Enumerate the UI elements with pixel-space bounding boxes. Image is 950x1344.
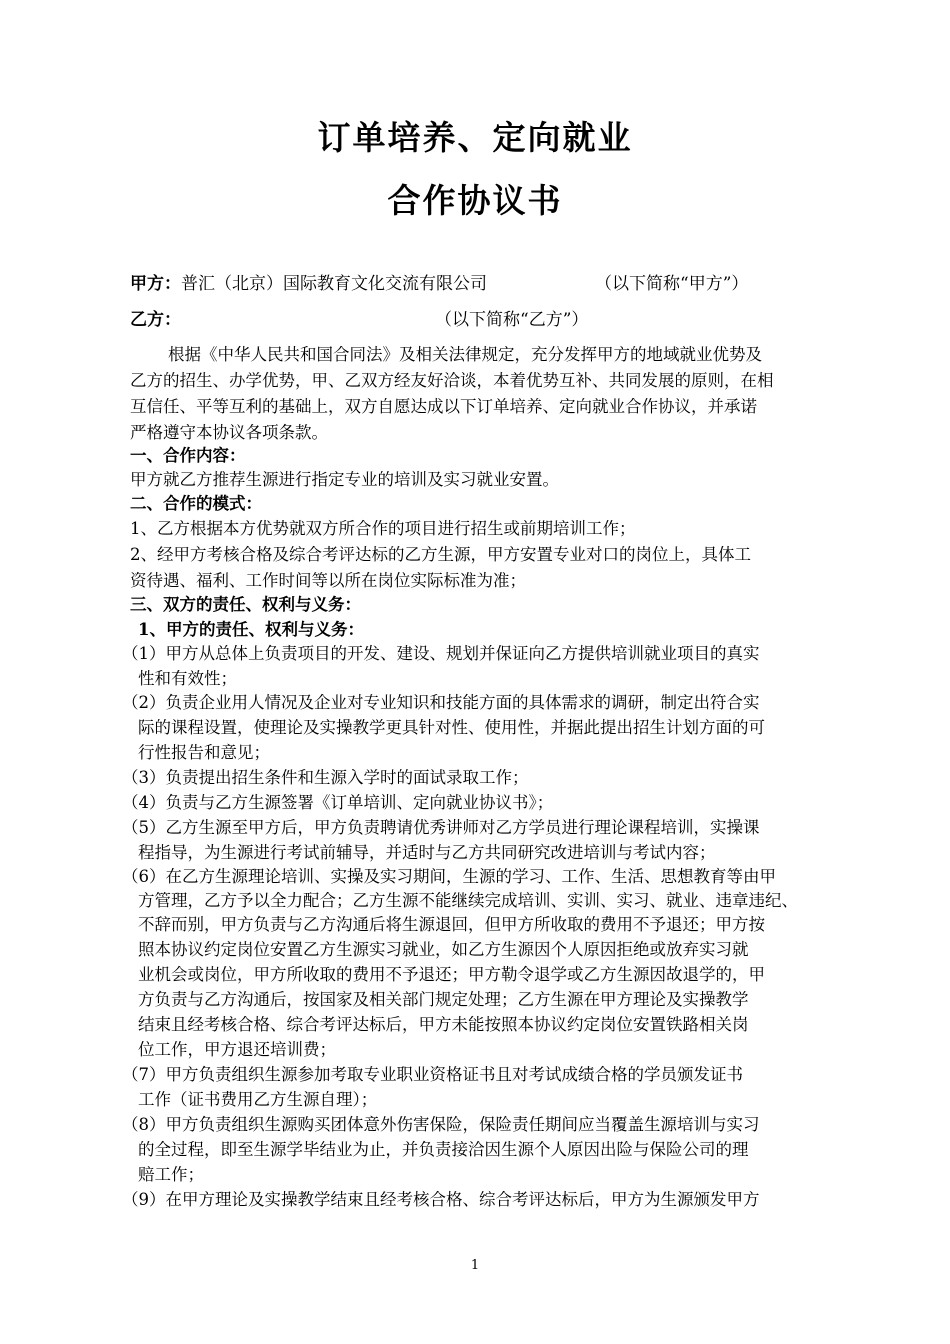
list-item-line: 赔工作；: [138, 1165, 204, 1184]
sub-heading: 1、甲方的责任、权利与义务：: [138, 620, 364, 639]
party-a-label: 甲方：: [130, 274, 181, 294]
section-item: 2、经甲方考核合格及综合考评达标的乙方生源，甲方安置专业对口的岗位上，具体工: [130, 545, 751, 564]
list-item-line: 方管理，乙方予以全力配合；乙方生源不能继续完成培训、实训、实习、就业、违章违纪、: [138, 891, 798, 910]
list-item-line: 业机会或岗位，甲方所收取的费用不予退还；甲方勒令退学或乙方生源因故退学的，甲: [138, 965, 765, 984]
page-number: 1: [470, 1258, 480, 1273]
list-item-line: 行性报告和意见；: [138, 743, 270, 762]
preamble-line: 乙方的招生、办学优势，甲、乙双方经友好洽谈，本着优势互补、共同发展的原则，在相: [130, 371, 774, 390]
section-heading: 一、合作内容：: [130, 446, 246, 465]
list-item-line: 方负责与乙方沟通后，按国家及相关部门规定处理；乙方生源在甲方理论及实操教学: [138, 990, 749, 1009]
list-item-line: （3）负责提出招生条件和生源入学时的面试录取工作；: [122, 768, 529, 787]
list-item-line: 结束且经考核合格、综合考评达标后，甲方未能按照本协议约定岗位安置铁路相关岗: [138, 1015, 749, 1034]
list-item-line: 程指导，为生源进行考试前辅导，并适时与乙方共同研究改进培训与考试内容；: [138, 843, 716, 862]
preamble-line: 互信任、平等互利的基础上，双方自愿达成以下订单培养、定向就业合作协议，并承诺: [130, 397, 757, 416]
list-item-line: （1）甲方从总体上负责项目的开发、建设、规划并保证向乙方提供培训就业项目的真实: [122, 644, 760, 663]
list-item-line: 照本协议约定岗位安置乙方生源实习就业，如乙方生源因个人原因拒绝或放弃实习就: [138, 940, 749, 959]
party-b-note: （以下简称“乙方”）: [435, 310, 589, 330]
preamble-line: 严格遵守本协议各项条款。: [130, 423, 328, 442]
document-title: 订单培养、定向就业: [317, 118, 633, 157]
party-b-line: [130, 307, 181, 333]
party-a-note: （以下简称“甲方”）: [595, 274, 749, 294]
party-b-label: 乙方：: [130, 310, 181, 330]
section-item: 1、乙方根据本方优势就双方所合作的项目进行招生或前期培训工作；: [130, 519, 636, 538]
section-item: 资待遇、福利、工作时间等以所在岗位实际标准为准；: [130, 571, 526, 590]
list-item-line: （5）乙方生源至甲方后，甲方负责聘请优秀讲师对乙方学员进行理论课程培训，实操课: [122, 818, 760, 837]
list-item-line: 不辞而别，甲方负责与乙方沟通后将生源退回，但甲方所收取的费用不予退还；甲方按: [138, 915, 765, 934]
list-item-line: （9）在甲方理论及实操教学结束且经考核合格、综合考评达标后，甲方为生源颁发甲方: [122, 1190, 760, 1209]
section-heading: 三、双方的责任、权利与义务：: [130, 595, 361, 614]
list-item-line: 位工作，甲方退还培训费；: [138, 1040, 336, 1059]
list-item-line: 工作（证书费用乙方生源自理）；: [138, 1090, 378, 1109]
list-item-line: （7）甲方负责组织生源参加考取专业职业资格证书且对考试成绩合格的学员颁发证书: [122, 1065, 743, 1084]
list-item-line: （4）负责与乙方生源签署《订单培训、定向就业协议书》；: [122, 793, 554, 812]
list-item-line: （6）在乙方生源理论培训、实操及实习期间，生源的学习、工作、生活、思想教育等由甲: [122, 867, 776, 886]
list-item-line: （2）负责企业用人情况及企业对专业知识和技能方面的具体需求的调研，制定出符合实: [122, 693, 760, 712]
section-heading: 二、合作的模式：: [130, 494, 262, 513]
preamble-line: 根据《中华人民共和国合同法》及相关法律规定，充分发挥甲方的地域就业优势及: [168, 345, 762, 364]
list-item-line: （8）甲方负责组织生源购买团体意外伤害保险，保险责任期间应当覆盖生源培训与实习: [122, 1115, 760, 1134]
list-item-line: 的全过程，即至生源学毕结业为止，并负责接洽因生源个人原因出险与保险公司的理: [138, 1140, 749, 1159]
section-text: 甲方就乙方推荐生源进行指定专业的培训及实习就业安置。: [130, 470, 559, 489]
party-a-line: [130, 271, 487, 297]
list-item-line: 际的课程设置，使理论及实操教学更具针对性、使用性，并据此提出招生计划方面的可: [138, 718, 765, 737]
list-item-line: 性和有效性；: [138, 669, 237, 688]
party-a-name: 普汇（北京）国际教育文化交流有限公司: [181, 274, 487, 294]
document-subtitle: 合作协议书: [387, 181, 563, 220]
